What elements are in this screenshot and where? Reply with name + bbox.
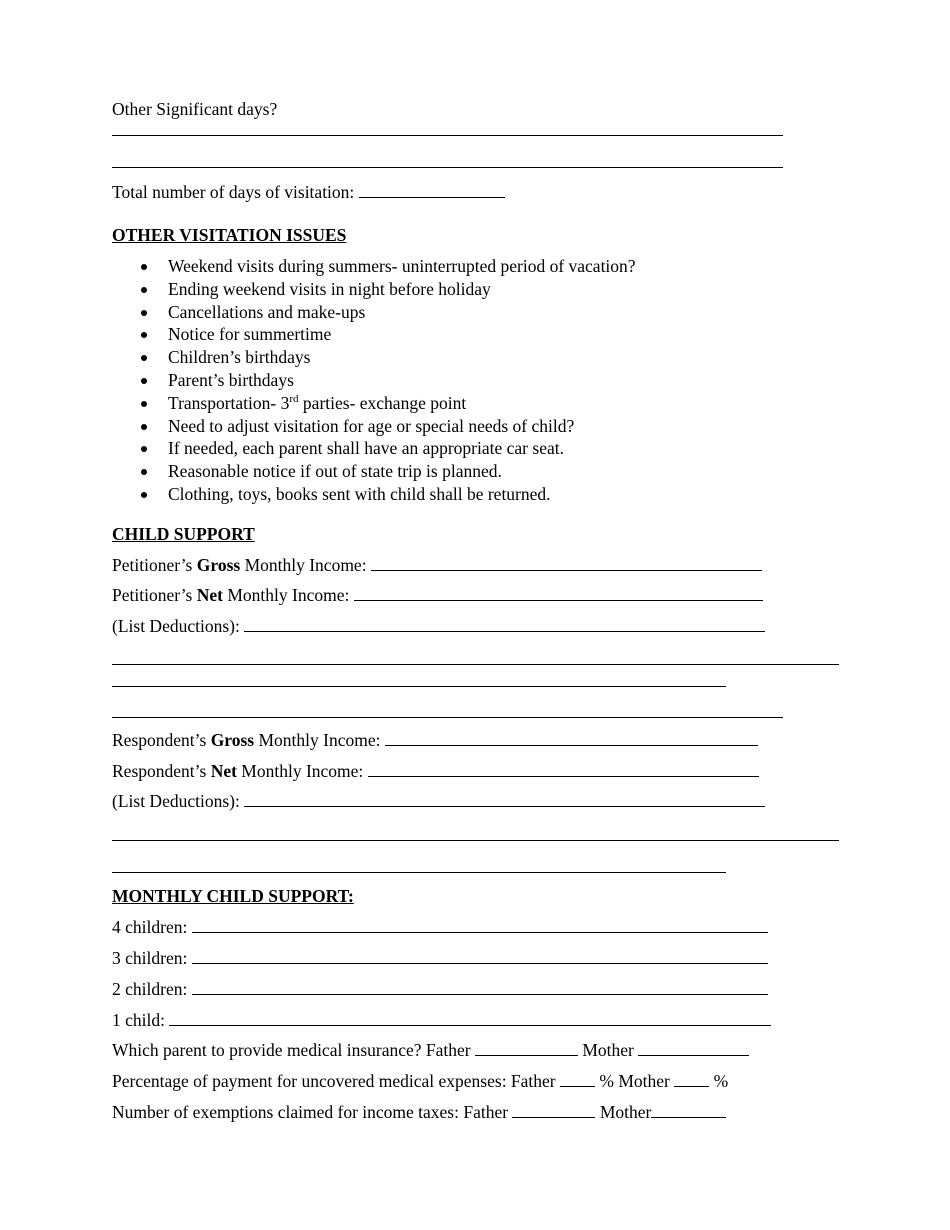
visitation-issues-list (112, 255, 636, 506)
bullet-icon (141, 264, 147, 270)
respondent-gross-row: Respondent’s Gross Monthly Income: (112, 729, 758, 751)
petitioner-deductions-blank-2[interactable] (112, 664, 839, 665)
list-item: Reasonable notice if out of state trip is planned. (112, 460, 636, 483)
petitioner-gross-row: Petitioner’s Gross Monthly Income: (112, 554, 762, 576)
one-child-blank[interactable] (169, 1010, 771, 1026)
exemptions-mother-blank[interactable] (651, 1102, 726, 1118)
respondent-deductions-row: (List Deductions): (112, 790, 765, 812)
respondent-deductions-blank-2[interactable] (112, 840, 839, 841)
list-item: If needed, each parent shall have an appropriate car seat. (112, 437, 636, 460)
bullet-icon (141, 446, 147, 452)
bullet-icon (141, 424, 147, 430)
respondent-net-blank[interactable] (368, 761, 759, 777)
list-item: Children’s birthdays (112, 346, 636, 369)
bullet-icon (141, 378, 147, 384)
bullet-icon (141, 492, 147, 498)
petitioner-net-blank[interactable] (354, 585, 763, 601)
monthly-child-support-heading: MONTHLY CHILD SUPPORT: (112, 886, 354, 906)
one-child-row: 1 child: (112, 1009, 771, 1031)
three-children-blank[interactable] (192, 948, 768, 964)
separator-blank[interactable] (112, 717, 783, 718)
four-children-blank[interactable] (192, 917, 768, 933)
bullet-icon (141, 332, 147, 338)
petitioner-deductions-row: (List Deductions): (112, 615, 765, 637)
list-item: Need to adjust visitation for age or special needs of child? (112, 415, 636, 438)
four-children-row: 4 children: (112, 916, 768, 938)
list-item: Parent’s birthdays (112, 369, 636, 392)
uncovered-father-blank[interactable] (560, 1071, 595, 1087)
respondent-gross-blank[interactable] (385, 730, 758, 746)
other-days-blank-1[interactable] (112, 135, 783, 136)
other-visitation-heading: OTHER VISITATION ISSUES (112, 225, 347, 245)
bullet-icon (141, 287, 147, 293)
respondent-deductions-blank[interactable] (244, 791, 765, 807)
respondent-deductions-blank-3[interactable] (112, 872, 726, 873)
list-item: Weekend visits during summers- uninterrupted period of vacation? (112, 255, 636, 278)
list-item: Clothing, toys, books sent with child shall be returned. (112, 483, 636, 506)
uncovered-mother-blank[interactable] (674, 1071, 709, 1087)
medical-father-blank[interactable] (475, 1040, 578, 1056)
three-children-row: 3 children: (112, 947, 768, 969)
medical-mother-blank[interactable] (638, 1040, 749, 1056)
petitioner-net-row: Petitioner’s Net Monthly Income: (112, 584, 763, 606)
exemptions-father-blank[interactable] (512, 1102, 595, 1118)
bullet-icon (141, 401, 147, 407)
uncovered-expenses-row: Percentage of payment for uncovered medical expenses: Father % Mother % (112, 1071, 729, 1091)
medical-insurance-row: Which parent to provide medical insurance? Father Mother (112, 1039, 749, 1061)
total-visitation-row (112, 181, 505, 203)
total-visitation-blank[interactable] (359, 182, 505, 198)
two-children-blank[interactable] (192, 979, 768, 995)
list-item: Transportation- 3rd parties- exchange point (112, 392, 636, 415)
respondent-net-row: Respondent’s Net Monthly Income: (112, 760, 759, 782)
petitioner-gross-blank[interactable] (371, 555, 762, 571)
exemptions-row: Number of exemptions claimed for income taxes: Father Mother (112, 1101, 726, 1123)
bullet-icon (141, 469, 147, 475)
petitioner-deductions-blank-3[interactable] (112, 686, 726, 687)
list-item: Notice for summertime (112, 323, 636, 346)
child-support-heading: CHILD SUPPORT (112, 524, 255, 544)
ordinal-suffix: rd (289, 392, 299, 405)
list-item: Ending weekend visits in night before holiday (112, 278, 636, 301)
total-visitation-label: Total number of days of visitation: (112, 182, 355, 202)
bullet-icon (141, 310, 147, 316)
other-days-label: Other Significant days? (112, 99, 278, 119)
two-children-row: 2 children: (112, 978, 768, 1000)
other-days-blank-2[interactable] (112, 167, 783, 168)
list-item: Cancellations and make-ups (112, 301, 636, 324)
petitioner-deductions-blank[interactable] (244, 616, 765, 632)
bullet-icon (141, 355, 147, 361)
